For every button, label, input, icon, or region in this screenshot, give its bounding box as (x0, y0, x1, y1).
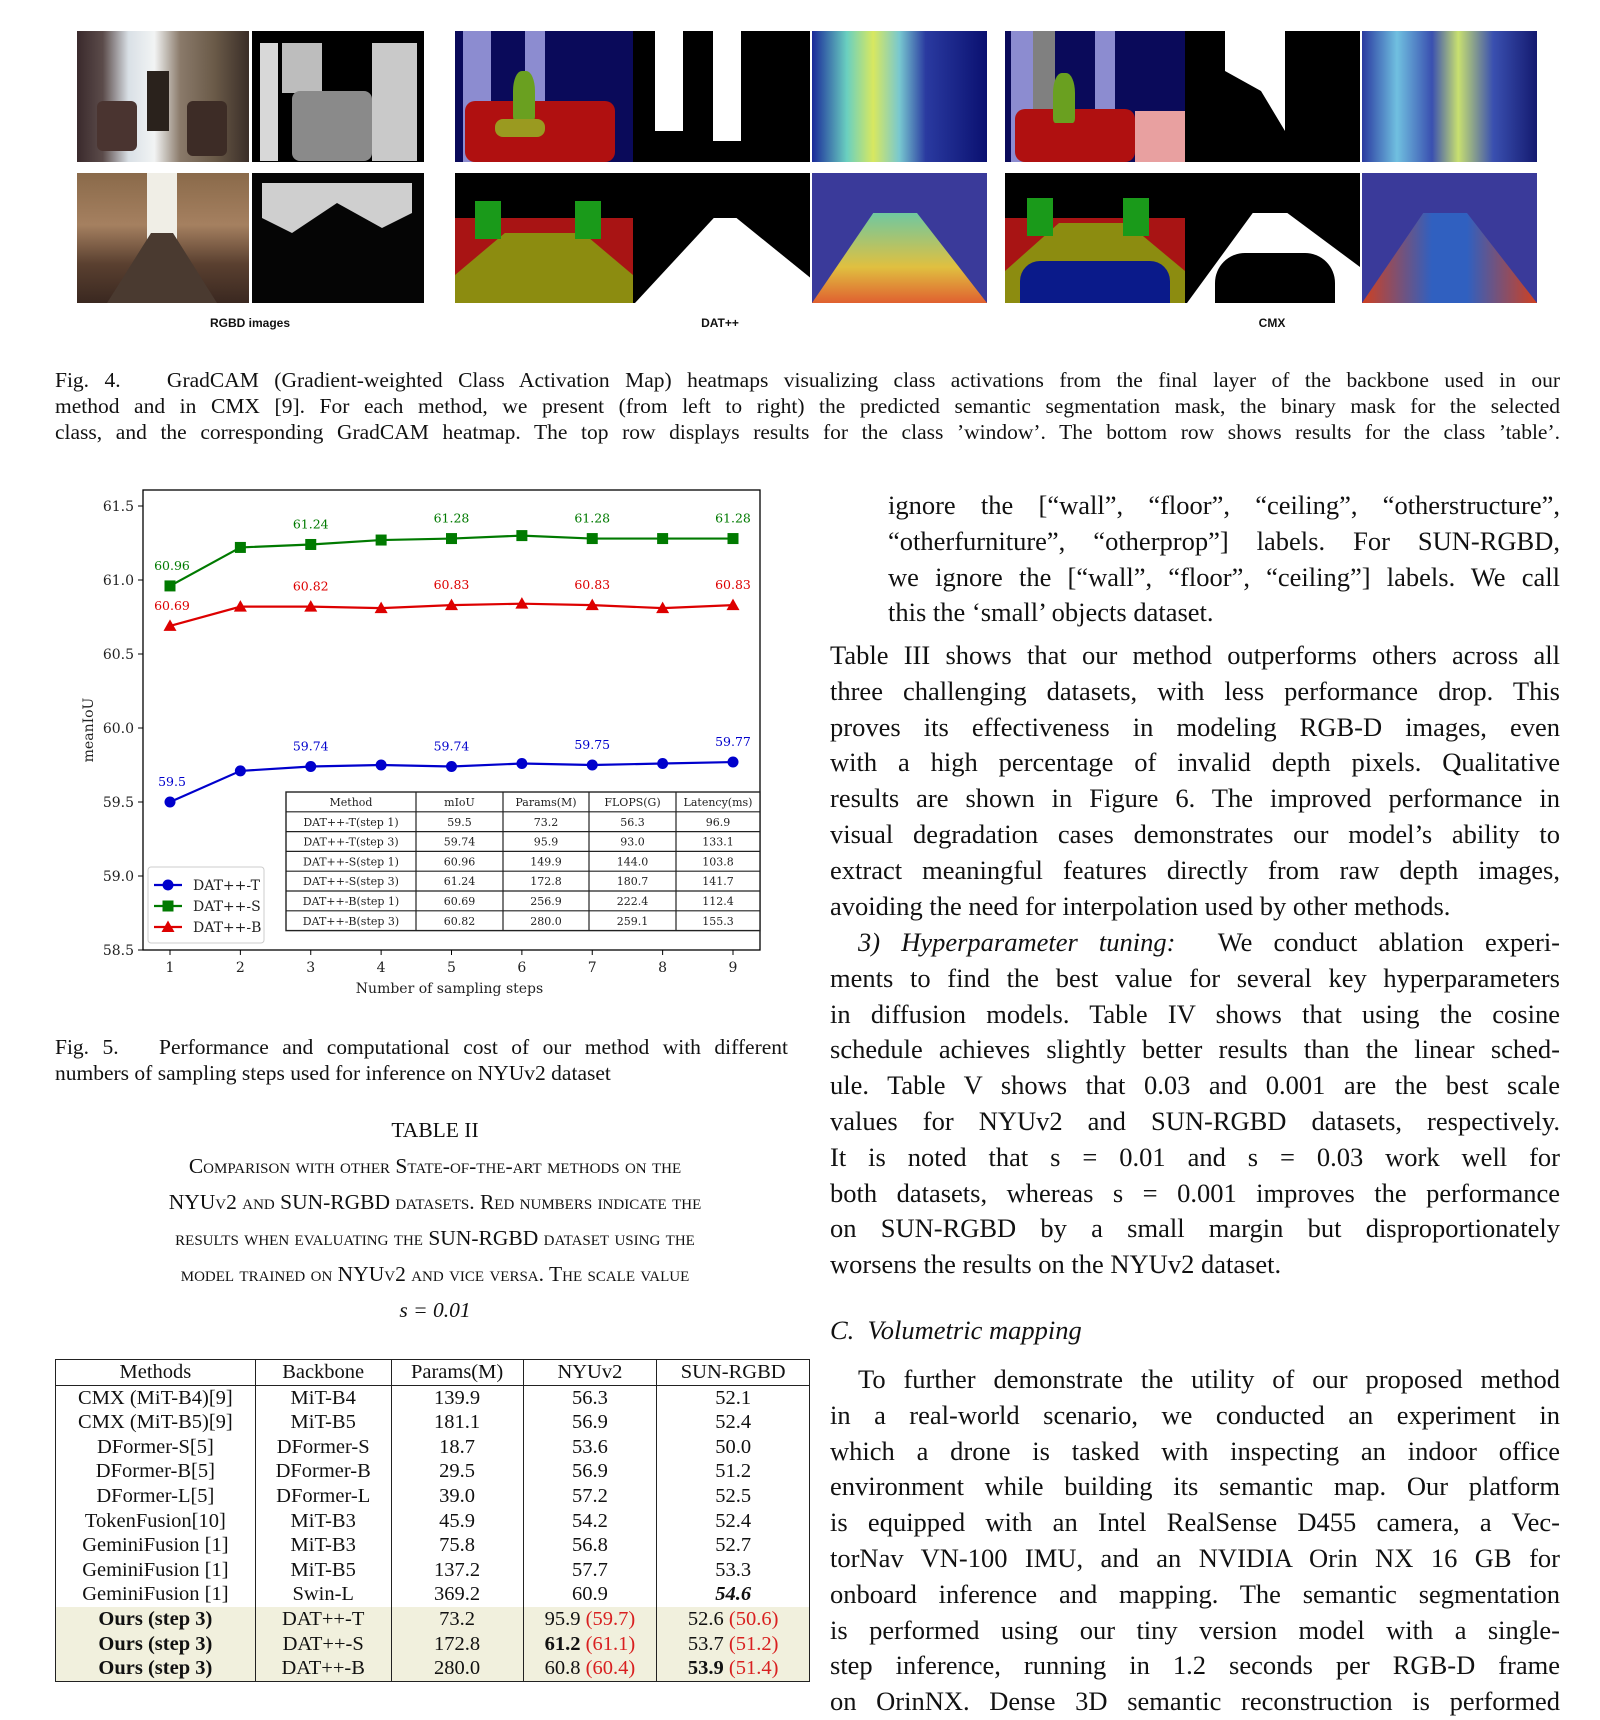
cell-sunrgbd (657, 1484, 810, 1509)
col-methods: Methods (56, 1360, 256, 1386)
legend-label: DAT++-T (193, 878, 260, 894)
data-label: 60.69 (154, 597, 190, 613)
table-row (56, 1607, 810, 1632)
col-backbone: Backbone (255, 1360, 391, 1386)
col-sunrgbd: SUN-RGBD (657, 1360, 810, 1386)
value: 53.3 (715, 1558, 752, 1581)
paragraph-hyperparameter-tuning (830, 925, 1560, 1283)
value: 53.6 (571, 1435, 608, 1458)
circle-marker (446, 761, 457, 772)
text-line: avoiding the need for interpolation used by other methods. (830, 890, 1451, 921)
inset-header-cell: Latency(ms) (683, 796, 753, 809)
x-axis-label: Number of sampling steps (355, 981, 544, 997)
cell-params: 29.5 (391, 1459, 523, 1484)
datpp-gradcam-window (812, 31, 987, 162)
value: 51.2 (715, 1460, 752, 1483)
section-heading-volumetric-mapping: C. Volumetric mapping (830, 1315, 1082, 1345)
text-line: on OrinNX. Dense 3D semantic reconstruction is performed (830, 1686, 1560, 1717)
table-row (56, 1632, 810, 1657)
cell-params: 45.9 (391, 1509, 523, 1534)
legend-label: DAT++-B (193, 920, 262, 936)
inset-cell: 112.4 (702, 895, 734, 908)
cross-dataset-value: (50.6) (728, 1607, 779, 1630)
text-line: with a high percentage of invalid depth pixels. Qualitative (830, 747, 1560, 778)
cell-method: DFormer-S[5] (56, 1435, 256, 1460)
cross-dataset-value: (59.7) (585, 1607, 636, 1630)
cell-params: 280.0 (391, 1656, 523, 1681)
circle-marker (165, 797, 176, 808)
cross-dataset-value: (60.4) (585, 1657, 636, 1680)
x-tick-label: 5 (447, 960, 456, 976)
inset-cell: 144.0 (616, 855, 649, 869)
table-number: TABLE II (391, 1118, 479, 1142)
value: 54.6 (715, 1583, 752, 1606)
circle-marker (235, 765, 246, 776)
text-line: is equipped with an Intel RealSense D455 camera, a Vec- (830, 1507, 1560, 1538)
value: 53.9 (687, 1657, 724, 1680)
cell-nyuv2 (523, 1484, 657, 1509)
caption-line: Fig. 5. Performance and computational cost of our method with different (55, 1035, 788, 1059)
inset-cell: 222.4 (616, 895, 649, 908)
value: 56.8 (571, 1534, 608, 1557)
text-line: proves its effectiveness in modeling RGB-D images, even (830, 711, 1560, 742)
x-tick-label: 8 (658, 960, 668, 976)
square-marker (235, 542, 246, 553)
text-line (830, 925, 1560, 961)
text-line: ule. Table V shows that 0.03 and 0.001 are the best scale (830, 1070, 1560, 1101)
text-line: ignore the [“wall”, “floor”, “ceiling”, “otherstructure”, (888, 490, 1560, 520)
inset-cell: DAT++-B(step 1) (302, 895, 400, 908)
y-tick-label: 60.5 (102, 647, 134, 663)
value: 50.0 (715, 1435, 752, 1458)
inset-cell: DAT++-B(step 3) (302, 914, 400, 928)
cell-method: CMX (MiT-B5)[9] (56, 1410, 256, 1435)
inset-cell: DAT++-S(step 1) (303, 855, 399, 869)
cell-sunrgbd (657, 1533, 810, 1558)
cell-params: 181.1 (391, 1410, 523, 1435)
inset-cell: 256.9 (530, 895, 562, 908)
data-label: 60.83 (574, 577, 611, 593)
col-params: Params(M) (391, 1360, 523, 1386)
caption-line: Fig. 4. GradCAM (Gradient-weighted Class Activation Map) heatmaps visualizing class activations from the final layer of the backbone used in our (55, 368, 1560, 392)
value: 56.9 (571, 1460, 608, 1483)
table-caption-line: model trained on NYUv2 and vice versa. The scale value (180, 1262, 690, 1286)
table-caption-line: Comparison with other State-of-the-art methods on the (188, 1154, 682, 1178)
inset-cell: 180.7 (616, 875, 649, 889)
circle-marker (657, 758, 668, 769)
data-label: 59.74 (292, 738, 329, 754)
cell-params: 139.9 (391, 1385, 523, 1410)
x-tick-label: 2 (235, 960, 245, 976)
inset-cell: 60.69 (443, 895, 476, 908)
cell-method: GeminiFusion [1] (56, 1582, 256, 1607)
square-marker (587, 533, 598, 544)
text-line: schedule achieves slightly better results than the linear sched- (830, 1034, 1560, 1065)
data-label: 59.5 (158, 774, 186, 789)
data-label: 59.75 (574, 737, 611, 752)
square-marker (305, 539, 316, 550)
data-label: 60.83 (433, 577, 470, 593)
square-marker (728, 533, 739, 544)
text-line: we ignore the [“wall”, “floor”, “ceiling”] labels. We call (888, 561, 1560, 592)
text-line: is performed using our tiny version model with a single- (830, 1614, 1560, 1645)
figure-5-chart (0, 0, 800, 1000)
inset-cell: 155.3 (702, 914, 734, 928)
y-tick-label: 58.5 (102, 943, 134, 959)
cross-dataset-value: (51.4) (728, 1657, 779, 1680)
value: 52.5 (715, 1484, 752, 1507)
cell-params: 39.0 (391, 1484, 523, 1509)
cell-nyuv2 (523, 1582, 657, 1607)
inset-cell: 96.9 (705, 815, 731, 829)
inset-cell: 141.7 (702, 875, 734, 889)
cell-sunrgbd (657, 1509, 810, 1534)
cell-sunrgbd (657, 1558, 810, 1583)
cmx-segmentation-table (1005, 173, 1360, 303)
cell-backbone: MiT-B4 (255, 1385, 391, 1410)
y-tick-label: 59.5 (102, 795, 134, 811)
value: 52.4 (715, 1411, 752, 1434)
value: 60.9 (571, 1583, 608, 1606)
col-nyuv2: NYUv2 (523, 1360, 657, 1386)
text-line: three challenging datasets, with less performance drop. This (830, 675, 1560, 706)
subsection-heading: 3) Hyperparameter tuning: (858, 927, 1176, 957)
table-header-row (56, 1360, 810, 1386)
text-line: step inference, running in 1.2 seconds per RGB-D frame (830, 1650, 1560, 1681)
inset-cell: 95.9 (533, 835, 559, 849)
cell-backbone: DFormer-B (255, 1459, 391, 1484)
inset-header-cell: FLOPS(G) (604, 796, 661, 809)
label-rgbd-images: RGBD images (209, 316, 291, 330)
inset-header-cell: Params(M) (515, 796, 577, 809)
label-cmx: CMX (1258, 316, 1286, 330)
y-axis-label: meanIoU (81, 697, 97, 763)
y-tick-label: 59.0 (102, 869, 134, 885)
cross-dataset-value: (61.1) (585, 1632, 636, 1655)
data-label: 61.28 (715, 510, 751, 526)
cell-method: DFormer-L[5] (56, 1484, 256, 1509)
circle-marker (516, 758, 527, 769)
legend-label: DAT++-S (193, 899, 261, 915)
cell-sunrgbd (657, 1582, 810, 1607)
paragraph-table-iii (830, 638, 1560, 924)
cell-backbone: MiT-B3 (255, 1533, 391, 1558)
x-tick-label: 9 (728, 960, 738, 976)
table-row (56, 1484, 810, 1509)
inset-cell: 59.5 (447, 815, 472, 829)
caption-line: class, and the corresponding GradCAM heatmap. The top row displays results for the class ’window’. The bottom row shows results for the class ’table’. (55, 420, 1560, 444)
x-tick-label: 7 (587, 960, 597, 976)
text-line: extract meaningful features directly from raw depth images, (830, 854, 1560, 885)
circle-marker (728, 757, 739, 768)
cell-sunrgbd (657, 1435, 810, 1460)
table-row (56, 1656, 810, 1681)
table-row (56, 1459, 810, 1484)
value: 53.7 (687, 1632, 724, 1655)
cell-method: DFormer-B[5] (56, 1459, 256, 1484)
value: 52.6 (687, 1607, 724, 1630)
value: 61.2 (544, 1632, 581, 1655)
y-tick-label: 61.5 (102, 499, 134, 515)
data-label: 61.28 (574, 510, 611, 526)
inset-cell: 56.3 (620, 815, 645, 829)
text-line: which a drone is tasked with inspecting an indoor office (830, 1435, 1560, 1466)
cell-nyuv2 (523, 1533, 657, 1558)
square-marker (516, 530, 527, 541)
inset-cell: 60.82 (443, 914, 476, 928)
inset-cell: 61.24 (443, 875, 476, 889)
inset-cell: 60.96 (443, 855, 476, 869)
text-line: results are shown in Figure 6. The improved performance in (830, 783, 1560, 814)
cell-method: Ours (step 3) (56, 1656, 256, 1681)
inset-header-cell: Method (329, 796, 373, 809)
label-datpp: DAT++ (701, 316, 739, 330)
inset-cell: 172.8 (530, 875, 562, 889)
text-fragment: We conduct ablation experi- (1217, 927, 1561, 957)
table-caption-line: s = 0.01 (399, 1298, 471, 1322)
text-line: this the ‘small’ objects dataset. (888, 597, 1214, 628)
square-marker (446, 533, 457, 544)
cell-nyuv2 (523, 1558, 657, 1583)
caption-line: method and in CMX [9]. For each method, we present (from left to right) the predicted semantic segmentation mask, the binary mask for the selected (55, 394, 1560, 418)
value: 95.9 (544, 1607, 581, 1630)
cell-nyuv2 (523, 1656, 657, 1681)
inset-cell: 103.8 (702, 855, 734, 869)
text-line: on SUN-RGBD by a small margin but disproportionately (830, 1213, 1560, 1244)
inset-cell: 259.1 (616, 914, 649, 928)
cell-backbone: DAT++-T (255, 1607, 391, 1632)
text-line: torNav VN-100 IMU, and an NVIDIA Orin NX 16 GB for (830, 1542, 1560, 1573)
x-tick-label: 4 (376, 960, 386, 976)
text-line: “otherfurniture”, “otherprop”] labels. For SUN-RGBD, (888, 525, 1560, 556)
cell-nyuv2 (523, 1509, 657, 1534)
table-row (56, 1558, 810, 1583)
cell-params: 172.8 (391, 1632, 523, 1657)
square-marker (657, 533, 668, 544)
cell-params: 75.8 (391, 1533, 523, 1558)
text-line: environment while building its semantic map. Our platform (830, 1471, 1560, 1502)
text-line: in diffusion models. Table IV shows that using the cosine (830, 998, 1560, 1029)
data-label: 60.82 (292, 578, 329, 594)
cell-sunrgbd (657, 1410, 810, 1435)
cmx-gradcam-window (1362, 31, 1537, 162)
text-line: in a real-world scenario, we conducted an experiment in (830, 1399, 1560, 1430)
y-tick-label: 61.0 (102, 573, 134, 589)
square-marker (165, 580, 176, 591)
cell-params: 73.2 (391, 1607, 523, 1632)
inset-cell: 133.1 (702, 835, 734, 849)
inset-cell: DAT++-T(step 3) (303, 835, 399, 849)
cross-dataset-value: (51.2) (728, 1632, 779, 1655)
value: 52.4 (715, 1509, 752, 1532)
datpp-gradcam-table (812, 173, 987, 303)
inset-cell: 149.9 (530, 855, 562, 869)
cell-method: GeminiFusion [1] (56, 1558, 256, 1583)
value: 60.8 (544, 1657, 581, 1680)
inset-cell: 59.74 (443, 835, 476, 849)
cell-backbone: DAT++-B (255, 1656, 391, 1681)
square-marker (163, 901, 174, 912)
cell-sunrgbd (657, 1385, 810, 1410)
cell-nyuv2 (523, 1459, 657, 1484)
cmx-gradcam-table (1362, 173, 1537, 303)
cell-params: 18.7 (391, 1435, 523, 1460)
cell-nyuv2 (523, 1632, 657, 1657)
list-item-small-objects (888, 488, 1560, 631)
x-tick-label: 6 (517, 960, 527, 976)
cell-backbone: MiT-B3 (255, 1509, 391, 1534)
text-line: It is noted that s = 0.01 and s = 0.03 work well for (830, 1141, 1560, 1172)
inset-header-cell: mIoU (444, 796, 475, 809)
table-caption-line: NYUv2 and SUN-RGBD datasets. Red numbers indicate the (168, 1190, 702, 1214)
cell-backbone: MiT-B5 (255, 1558, 391, 1583)
cell-nyuv2 (523, 1607, 657, 1632)
text-line: worsens the results on the NYUv2 dataset. (830, 1249, 1282, 1280)
cell-method: Ours (step 3) (56, 1632, 256, 1657)
table-row (56, 1410, 810, 1435)
circle-marker (163, 880, 174, 891)
cell-nyuv2 (523, 1410, 657, 1435)
data-label: 59.74 (433, 738, 470, 754)
data-label: 59.77 (715, 734, 751, 750)
cmx-segmentation-window (1005, 31, 1360, 162)
table-caption-line: results when evaluating the SUN-RGBD dataset using the (175, 1226, 695, 1250)
circle-marker (376, 760, 387, 771)
data-label: 60.96 (154, 557, 190, 573)
table-2 (55, 1359, 810, 1682)
text-line: ments to find the best value for several key hyperparameters (830, 962, 1560, 993)
table-row (56, 1435, 810, 1460)
cell-backbone: MiT-B5 (255, 1410, 391, 1435)
cell-method: TokenFusion[10] (56, 1509, 256, 1534)
cell-params: 369.2 (391, 1582, 523, 1607)
value: 52.7 (715, 1534, 752, 1557)
cell-params: 137.2 (391, 1558, 523, 1583)
value: 57.7 (571, 1558, 608, 1581)
table-row (56, 1582, 810, 1607)
inset-cell: 73.2 (533, 815, 559, 829)
inset-cell: 93.0 (620, 835, 645, 849)
cell-backbone: DFormer-S (255, 1435, 391, 1460)
text-line: values for NYUv2 and SUN-RGBD datasets, respectively. (830, 1105, 1560, 1136)
cell-backbone: DFormer-L (255, 1484, 391, 1509)
square-marker (376, 535, 387, 546)
value: 56.3 (571, 1386, 608, 1409)
text-line: onboard inference and mapping. The semantic segmentation (830, 1578, 1560, 1609)
value: 52.1 (715, 1386, 752, 1409)
table-row (56, 1509, 810, 1534)
value: 56.9 (571, 1411, 608, 1434)
table-row (56, 1533, 810, 1558)
value: 54.2 (571, 1509, 608, 1532)
inset-cell: 280.0 (530, 914, 562, 928)
value: 57.2 (571, 1484, 608, 1507)
y-tick-label: 60.0 (102, 721, 134, 737)
cell-sunrgbd (657, 1632, 810, 1657)
cell-method: CMX (MiT-B4)[9] (56, 1385, 256, 1410)
cell-nyuv2 (523, 1385, 657, 1410)
cell-method: Ours (step 3) (56, 1607, 256, 1632)
data-label: 61.24 (292, 516, 329, 532)
text-line: To further demonstrate the utility of our proposed method (858, 1364, 1560, 1394)
text-line: Table III shows that our method outperforms others across all (830, 640, 1560, 670)
cell-sunrgbd (657, 1656, 810, 1681)
text-line: visual degradation cases demonstrates our model’s ability to (830, 818, 1560, 849)
table-row (56, 1385, 810, 1410)
circle-marker (305, 761, 316, 772)
x-tick-label: 3 (306, 960, 316, 976)
cell-nyuv2 (523, 1435, 657, 1460)
data-label: 61.28 (433, 510, 470, 526)
cell-backbone: Swin-L (255, 1582, 391, 1607)
paragraph-volumetric-mapping (830, 1362, 1560, 1720)
cell-sunrgbd (657, 1607, 810, 1632)
cell-backbone: DAT++-S (255, 1632, 391, 1657)
cell-method: GeminiFusion [1] (56, 1533, 256, 1558)
cell-sunrgbd (657, 1459, 810, 1484)
circle-marker (587, 760, 598, 771)
inset-cell: DAT++-T(step 1) (303, 815, 399, 829)
x-tick-label: 1 (165, 960, 175, 976)
data-label: 60.83 (715, 577, 751, 593)
inset-cell: DAT++-S(step 3) (303, 875, 399, 889)
caption-line: numbers of sampling steps used for inference on NYUv2 dataset (55, 1061, 611, 1085)
text-line: both datasets, whereas s = 0.001 improves the performance (830, 1177, 1560, 1208)
